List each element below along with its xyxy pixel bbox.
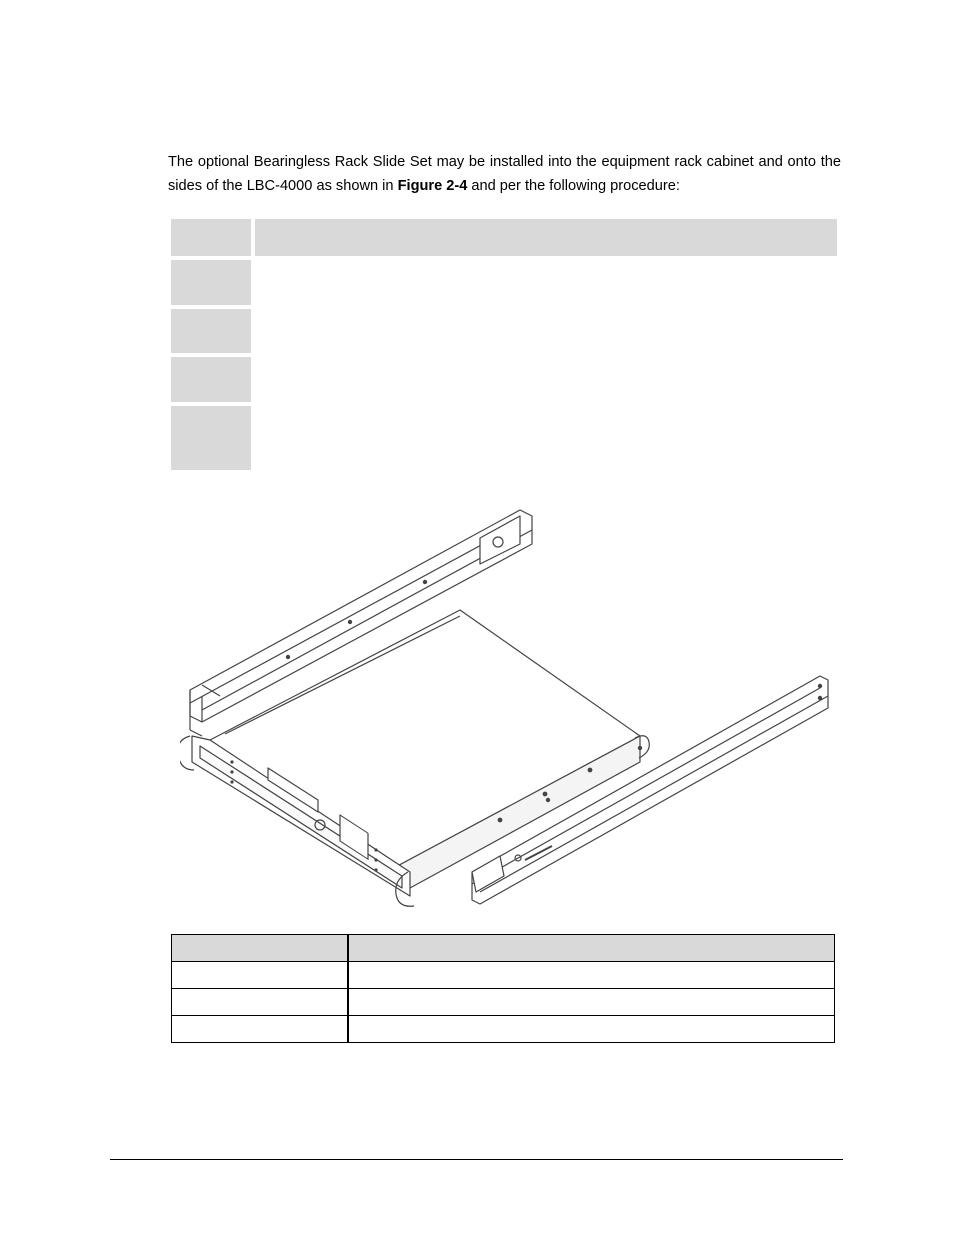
- description-cell: [255, 309, 837, 353]
- step-header-cell: [171, 219, 251, 256]
- procedure-header-row: [171, 219, 837, 256]
- figure-reference: Figure 2-4: [397, 178, 468, 194]
- parts-cell: [172, 989, 349, 1016]
- procedure-table: [171, 219, 837, 470]
- procedure-row: [171, 357, 837, 402]
- parts-cell: [348, 989, 835, 1016]
- procedure-row: [171, 406, 837, 470]
- parts-header-cell: [348, 935, 835, 962]
- intro-text-before: The optional Bearingless Rack Slide Set may be installed into the equipment rack cabinet and onto the sides of the LBC-4000 as shown in: [168, 154, 841, 194]
- procedure-row: [171, 309, 837, 353]
- step-cell: [171, 357, 251, 402]
- intro-text-after: and per the following procedure:: [467, 178, 680, 194]
- lbc-4000-chassis: [180, 610, 649, 906]
- description-cell: [255, 406, 837, 470]
- parts-header-cell: [172, 935, 349, 962]
- parts-table: [171, 934, 835, 1043]
- parts-header-row: [172, 935, 835, 962]
- parts-row: [172, 989, 835, 1016]
- description-header-cell: [255, 219, 837, 256]
- description-cell: [255, 357, 837, 402]
- intro-paragraph: [168, 150, 841, 198]
- parts-row: [172, 1016, 835, 1043]
- parts-cell: [172, 962, 349, 989]
- parts-cell: [348, 962, 835, 989]
- description-cell: [255, 260, 837, 305]
- parts-cell: [172, 1016, 349, 1043]
- procedure-row: [171, 260, 837, 305]
- step-cell: [171, 406, 251, 470]
- step-cell: [171, 309, 251, 353]
- footer-divider: [110, 1159, 843, 1160]
- step-cell: [171, 260, 251, 305]
- rack-slide-illustration: [180, 500, 840, 910]
- parts-cell: [348, 1016, 835, 1043]
- rack-slide-figure: [180, 500, 840, 910]
- parts-row: [172, 962, 835, 989]
